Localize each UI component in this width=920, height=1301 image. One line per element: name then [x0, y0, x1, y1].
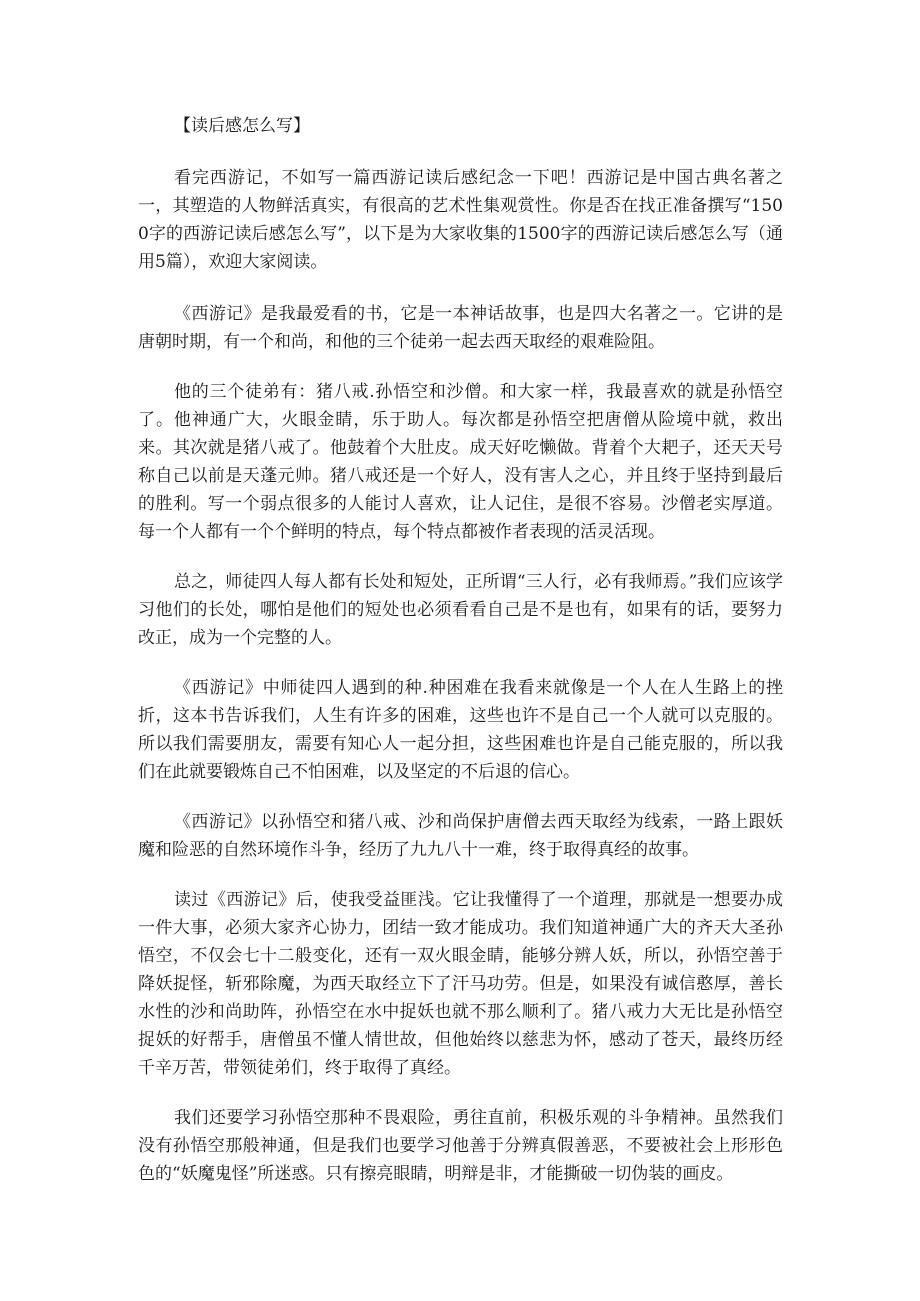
paragraph-8: 我们还要学习孙悟空那种不畏艰险，勇往直前，积极乐观的斗争精神。虽然我们没有孙悟空那般神通，但是我们也要学习他善于分辨真假善恶，不要被社会上形形色色的“妖魔鬼怪”所迷惑。只有擦亮眼睛，明辩是非，才能撕破一切伪装的画皮。	[138, 1108, 783, 1184]
paragraph-intro: 看完西游记，不如写一篇西游记读后感纪念一下吧！西游记是中国古典名著之一，其塑造的人物鲜活真实，有很高的艺术性集观赏性。你是否在找正准备撰写“1500字的西游记读后感怎么写”，以下是为大家收集的1500字的西游记读后感怎么写（通用5篇），欢迎大家阅读。	[138, 168, 783, 272]
paragraph-4: 总之，师徒四人每人都有长处和短处，正所谓“三人行，必有我师焉。”我们应该学习他们的长处，哪怕是他们的短处也必须看看自己是不是也有，如果有的话，要努力改正，成为一个完整的人。	[138, 572, 783, 648]
paragraph-3: 他的三个徒弟有：猪八戒.孙悟空和沙僧。和大家一样，我最喜欢的就是孙悟空了。他神通广大，火眼金睛，乐于助人。每次都是孙悟空把唐僧从险境中就，救出来。其次就是猪八戒了。他鼓着个大肚皮。成天好吃懒做。背着个大耙子，还天天号称自己以前是天蓬元帅。猪八戒还是一个好人，没有害人之心，并且终于坚持到最后的胜利。写一个弱点很多的人能讨人喜欢，让人记住，是很不容易。沙僧老实厚道。每一个人都有一个个鲜明的特点，每个特点都被作者表现的活灵活现。	[138, 382, 783, 542]
paragraph-5: 《西游记》中师徒四人遇到的种.种困难在我看来就像是一个人在人生路上的挫折，这本书告诉我们，人生有许多的困难，这些也许不是自己一个人就可以克服的。所以我们需要朋友，需要有知心人一起分担，这些困难也许是自己能克服的，所以我们在此就要锻炼自己不怕困难，以及坚定的不后退的信心。	[138, 678, 783, 782]
document-heading: 【读后感怎么写】	[174, 116, 310, 136]
document-page	[138, 112, 783, 1210]
paragraph-6: 《西游记》以孙悟空和猪八戒、沙和尚保护唐僧去西天取经为线索，一路上跟妖魔和险恶的自然环境作斗争，经历了九九八十一难，终于取得真经的故事。	[138, 812, 783, 860]
paragraph-7: 读过《西游记》后，使我受益匪浅。它让我懂得了一个道理，那就是一想要办成一件大事，必须大家齐心协力，团结一致才能成功。我们知道神通广大的齐天大圣孙悟空，不仅会七十二般变化，还有一双火眼金睛，能够分辨人妖，所以，孙悟空善于降妖捉怪，斩邪除魔，为西天取经立下了汗马功劳。但是，如果没有诚信憨厚，善长水性的沙和尚助阵，孙悟空在水中捉妖也就不那么顺利了。猪八戒力大无比是孙悟空捉妖的好帮手，唐僧虽不懂人情世故，但他始终以慈悲为怀，感动了苍天，最终历经千辛万苦，带领徒弟们，终于取得了真经。	[138, 890, 783, 1078]
paragraph-2: 《西游记》是我最爱看的书，它是一本神话故事，也是四大名著之一。它讲的是唐朝时期，有一个和尚，和他的三个徒弟一起去西天取经的艰难险阻。	[138, 304, 783, 352]
